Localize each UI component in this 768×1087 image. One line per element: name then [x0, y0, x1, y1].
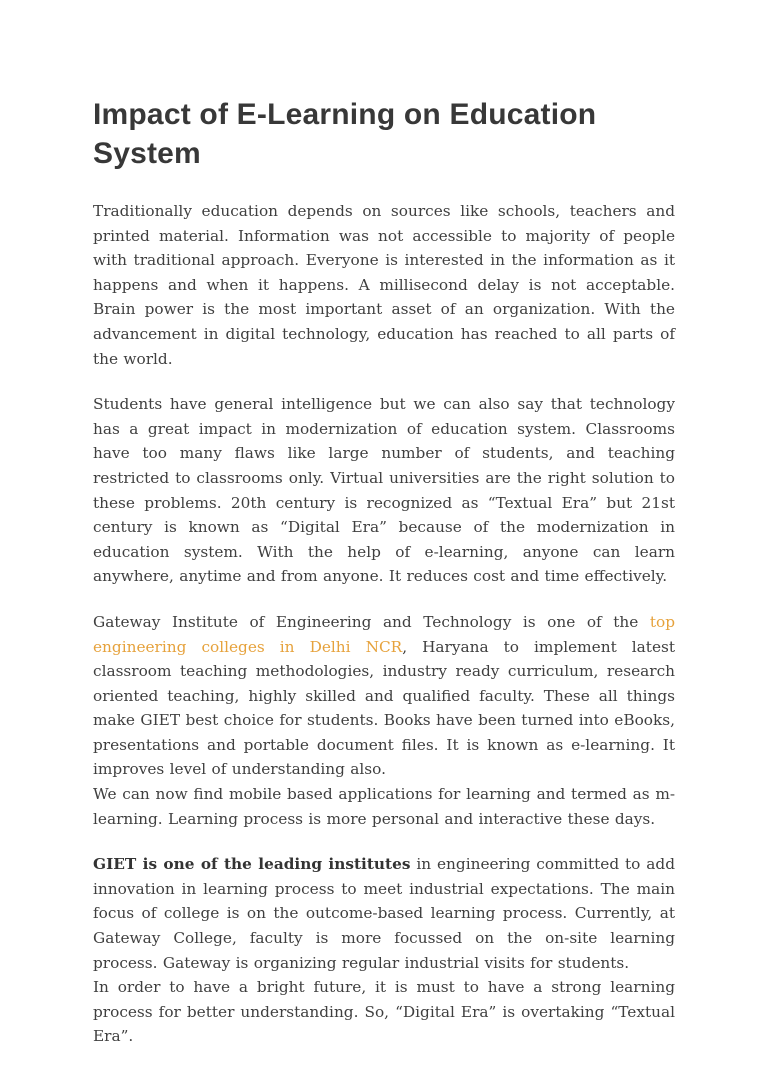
paragraph-text: , Haryana to implement latest classroom teaching methodologies, industry ready curriculum, research oriented teaching, highly skilled and qualified faculty. These all things make GIET best choice for students. Books have been turned into eBooks, presentations and portable document files. It is known as e-learning. It improves level of understanding also. [93, 637, 675, 779]
paragraph-gateway-institute [93, 610, 675, 831]
paragraph-text: in engineering committed to add innovation in learning process to meet industrial expectations. The main focus of college is on the outcome-based learning process. Currently, at Gateway College, faculty is more focussed on the on-site learning process. Gateway is organizing regular industrial visits for students. [93, 855, 675, 972]
paragraph-text-mlearning: We can now find mobile based applications for learning and termed as m-learning. Learning process is more personal and interactive these days. [93, 785, 675, 828]
paragraph-intro: Traditionally education depends on sources like schools, teachers and printed material. Information was not accessible to majority of people with traditional approach. Everyone is interested in the information as it happens and when it happens. A millisecond delay is not acceptable. Brain power is the most important asset of an organization. With the advancement in digital technology, education has reached to all parts of the world. [93, 202, 675, 368]
bold-lead-text: GIET is one of the leading institutes [93, 855, 411, 874]
top-engineering-colleges-link[interactable]: top engineering colleges in Delhi NCR [93, 612, 675, 656]
page-title: Impact of E-Learning on Education System [93, 98, 597, 170]
paragraph-text: Gateway Institute of Engineering and Technology is one of the [93, 612, 650, 631]
paragraph-giet-leading [93, 852, 675, 1049]
paragraph-technology-impact: Students have general intelligence but we can also say that technology has a great impact in modernization of education system. Classrooms have too many flaws like large number of students, and teaching restricted to classrooms only. Virtual universities are the right solution to these problems. 20th century is recognized as “Textual Era” but 21st century is known as “Digital Era” because of the modernization in education system. With the help of e-learning, anyone can learn anywhere, anytime and from anyone. It reduces cost and time effectively. [93, 395, 675, 586]
paragraph-text-conclusion: In order to have a bright future, it is must to have a strong learning process for better understanding. So, “Digital Era” is overtaking “Textual Era”. [93, 978, 675, 1046]
